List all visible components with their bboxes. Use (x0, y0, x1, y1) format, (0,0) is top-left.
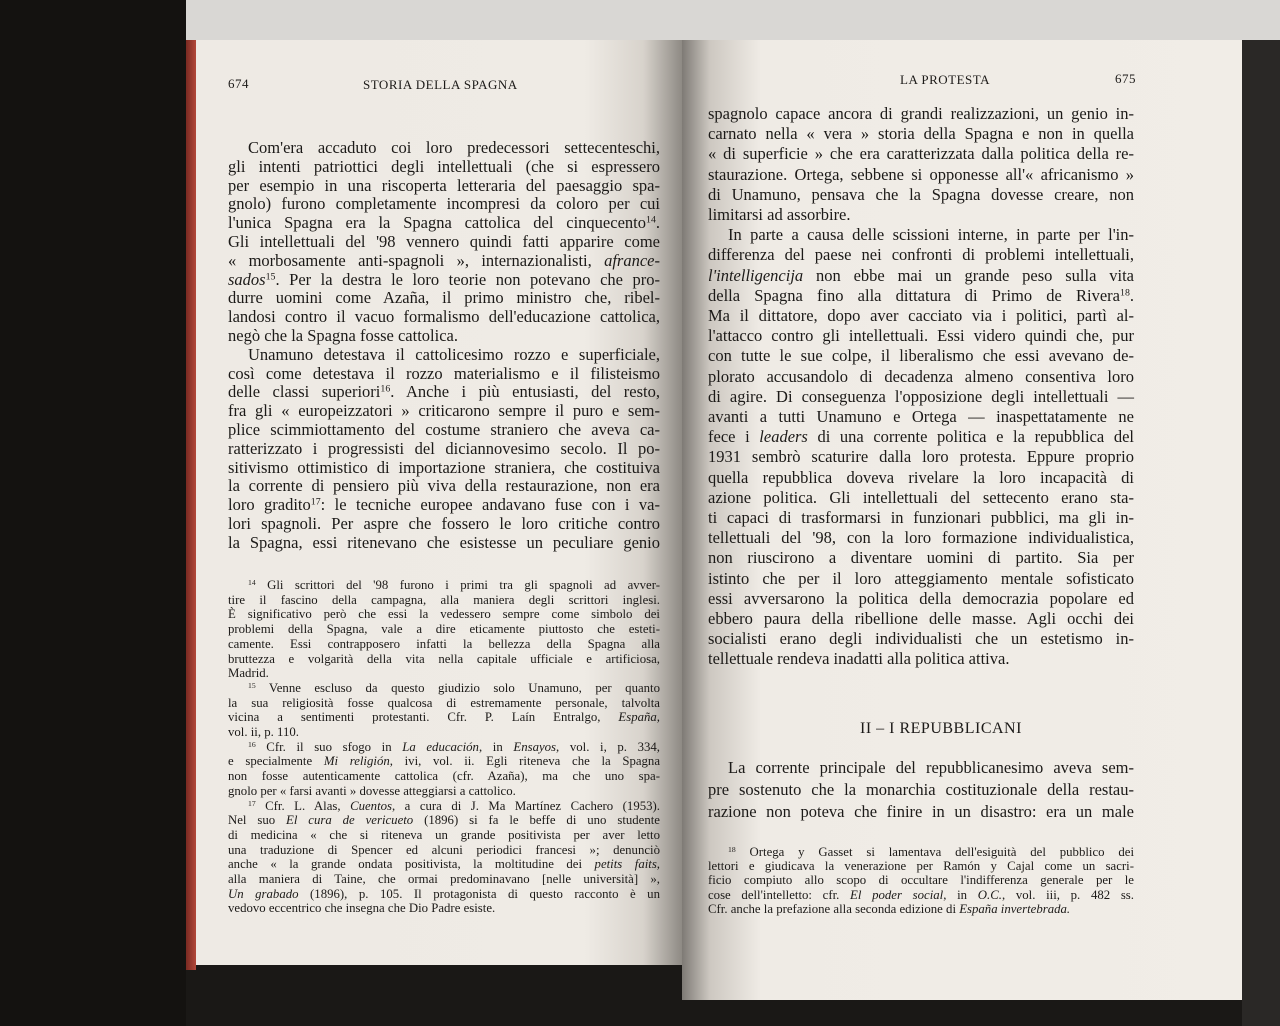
text-line (228, 476, 660, 496)
text-run: tellettuali del '98, con la loro formazione individualistica, (708, 528, 1134, 548)
text-run: (1896), p. 105. Il protagonista di questo racconto è un (298, 886, 660, 901)
italic-text: afrance- (604, 250, 660, 270)
text-run: vol. ii, p. 110. (228, 725, 299, 739)
text-run: gli intenti patriottici degli intellettuali (che si espressero (228, 156, 660, 176)
footnote-marker: 14 (646, 214, 656, 226)
text-line (708, 306, 1134, 326)
footnote-marker: 18 (728, 844, 736, 854)
text-run: Cfr. il suo sfogo in (255, 739, 403, 754)
italic-text: La educación (402, 739, 479, 754)
text-run: azione politica. Gli intellettuali del settecento erano sta- (708, 487, 1134, 507)
text-run: gnolo) furono completamente incompresi da coloro per cui (228, 194, 660, 214)
text-line (228, 326, 660, 346)
text-line (708, 508, 1134, 528)
text-line (708, 548, 1134, 568)
text-line (708, 245, 1134, 265)
text-run: In parte a causa delle scissioni interne, in parte per l'in- (728, 225, 1134, 245)
italic-text: sados (228, 269, 266, 289)
text-line (728, 758, 1134, 778)
text-line (248, 345, 660, 365)
text-run: tire il fascino della campagna, alla maniera degli scrittori inglesi. (228, 592, 660, 607)
text-run: di medicina « che si riteneva un grande positivista per aver letto (228, 827, 660, 842)
text-run: bruttezza e volgarità della vita nella capitale ufficiale e artificiosa, (228, 651, 660, 666)
text-run: Cfr. anche la prefazione alla seconda edizione di (708, 901, 960, 916)
text-line (228, 232, 660, 252)
text-run: essi avversarono la politica della democrazia popolare ed (708, 588, 1134, 608)
text-line (228, 251, 660, 271)
text-line (708, 468, 1134, 488)
text-line (228, 458, 660, 478)
footnote-line (228, 857, 660, 872)
text-line (708, 528, 1134, 548)
text-run: ebbero paura della ribellione delle masse. Agli occhi dei (708, 609, 1134, 628)
text-line (228, 213, 660, 233)
text-run: tellettuale rendeva inadatti alla politica attiva. (708, 649, 1010, 669)
text-run: di Unamuno, pensava che la Spagna dovesse creare, non (708, 184, 1134, 204)
text-line (248, 138, 660, 158)
text-run: Unamuno detestava il cattolicesimo rozzo e superficiale, (248, 344, 660, 364)
text-run: di una corrente politica e la repubblica del (807, 427, 1134, 447)
text-line (228, 270, 660, 290)
text-run: , ivi, vol. ii. Egli riteneva che la Spagna (389, 754, 661, 769)
footnote-line (248, 578, 660, 593)
text-run: : le tecniche europee andavano fuse con i va- (320, 495, 660, 515)
text-run: delle classi superiori (228, 382, 381, 402)
text-run: (1896) si fa le beffe di uno studente (413, 813, 660, 828)
text-run: Venne escluso da questo giudizio solo Unamuno, per quanto (255, 680, 660, 695)
text-line (708, 185, 1134, 205)
text-line (228, 533, 660, 553)
text-line (708, 649, 1134, 669)
text-run: pre sostenuto che la monarchia costituzionale della restau- (708, 780, 1134, 799)
footnote-line (228, 769, 660, 784)
text-run: la corrente di pensiero più viva della restaurazione, non era (228, 476, 660, 496)
text-run: così come detestava il rozzo materialismo e il filisteismo (228, 363, 660, 383)
italic-text: El cura de vericueto (286, 813, 414, 828)
footnote-line (708, 902, 1134, 917)
text-run: durre uomini come Azaña, il primo ministro che, ribel- (228, 288, 660, 308)
text-line (228, 382, 660, 402)
text-line (708, 569, 1134, 589)
text-line (708, 205, 1134, 225)
text-line (708, 144, 1134, 164)
running-head: LA PROTESTA (900, 72, 991, 87)
text-run: della Spagna fino alla dittatura di Primo de Rivera (708, 285, 1120, 305)
text-run: plice scimmiottamento del costume straniero che aveva ca- (228, 420, 660, 439)
right-page (682, 40, 1242, 1000)
text-run: Nel suo (228, 813, 287, 828)
text-run: , vol. i, p. 334, (556, 739, 661, 754)
text-run: non riuscirono a diventare uomini di partito. Sia per (708, 548, 1134, 568)
text-run: . (655, 213, 660, 233)
text-run: La corrente principale del repubblicanesimo aveva sem- (728, 758, 1134, 777)
text-run: Madrid. (228, 666, 269, 681)
scan-background-left (0, 0, 186, 1026)
page-number: 674 (228, 76, 249, 91)
running-head: STORIA DELLA SPAGNA (363, 77, 518, 92)
text-line (228, 420, 660, 440)
text-run: non ebbe mai un grande peso sulla vita (803, 265, 1134, 285)
text-line (708, 780, 1134, 800)
text-run: quella repubblica doveva rivelare la loro incapacità di (708, 467, 1134, 487)
footnote-line (228, 607, 660, 622)
text-run: lettori e giudicava la venerazione per Ramón y Cajal come un sacri- (708, 859, 1134, 874)
footnote-line (708, 859, 1134, 874)
text-run: spagnolo capace ancora di grandi realizzazioni, un genio in- (708, 104, 1134, 123)
text-line (228, 307, 660, 327)
text-run: razione non poteva che finire in un disastro: era un male (708, 802, 1134, 821)
text-run: vicina a sentimenti protestanti. Cfr. P. Laín Entralgo, (228, 710, 619, 725)
italic-text: España, (618, 710, 660, 725)
italic-text: Un grabado (228, 886, 299, 901)
text-run: . Per la destra le loro teorie non potevano che pro- (275, 269, 660, 289)
text-run: 1931 sembrò scaturire dalla loro protesta. Eppure proprio (708, 447, 1134, 467)
text-run: per esempio in una riscoperta letteraria del paesaggio spa- (228, 175, 660, 195)
text-run: negò che la Spagna fosse cattolica. (228, 326, 458, 345)
text-line (228, 194, 660, 214)
footnote-marker: 16 (380, 383, 391, 395)
italic-text: petits faits, (594, 857, 661, 872)
italic-text: Ensayos (513, 739, 557, 754)
footnote-line (248, 799, 660, 814)
text-line (708, 427, 1134, 447)
footnote-line (228, 696, 660, 711)
footnote-marker: 18 (1120, 287, 1130, 299)
text-run: con tutte le sue colpe, il liberalismo che essi avevano de- (708, 346, 1134, 366)
text-run: È significativo però che essi la vedessero sempre come simbolo dei (228, 607, 660, 622)
footnote-line (228, 887, 660, 902)
text-line (708, 629, 1134, 649)
text-run: fece i (708, 427, 760, 447)
footnote-line (228, 813, 660, 828)
text-line (708, 609, 1134, 629)
text-run: , in (478, 739, 514, 754)
text-line (708, 124, 1134, 144)
footnote-line (228, 710, 660, 725)
footnote-line (228, 828, 660, 843)
text-line (708, 286, 1134, 306)
text-line (228, 176, 660, 196)
footnote-line (228, 784, 660, 799)
text-line (708, 367, 1134, 387)
text-run: Gli scrittori del '98 furono i primi tra gli spagnoli ad avver- (255, 578, 660, 592)
text-run: la sua religiosità fosse qualcosa di estremamente personale, talvolta (228, 695, 660, 710)
scan-background-right (1242, 40, 1280, 1026)
text-run: Gli intellettuali del '98 vennero quindi fatti apparire come (228, 232, 660, 251)
text-run: , vol. iii, p. 482 ss. (1001, 887, 1134, 902)
footnote-line (728, 845, 1134, 860)
footnote-line (248, 681, 660, 696)
text-run: vedovo eccentrico che insegna che Dio Padre esiste. (228, 901, 496, 916)
text-run: limitarsi ad assorbire. (708, 205, 851, 224)
footnote-line (228, 725, 660, 740)
book-page-edge (186, 40, 196, 970)
text-run: gnolo per « farsi avanti » dovesse atteggiarsi a cattolico. (228, 783, 516, 798)
text-run: . (1129, 285, 1134, 305)
footnote-line (228, 593, 660, 608)
text-run: la Spagna, essi ritenevano che esistesse un peculiare genio (228, 532, 660, 552)
text-line (708, 802, 1134, 822)
text-run: problemi della Spagna, vale a dire eticamente piuttosto che esteti- (228, 622, 660, 637)
text-line (708, 326, 1134, 346)
text-run: plorato accusandolo di decadenza almeno consentiva loro (708, 366, 1134, 386)
text-run: ficio compiuto allo scopo di occultare l'indifferenza generale per le (708, 873, 1134, 888)
text-run: lori spagnoli. Per aspre che fossero le loro critiche contro (228, 514, 660, 533)
text-line (228, 401, 660, 421)
text-line (228, 439, 660, 459)
text-line (228, 157, 660, 177)
text-line (228, 514, 660, 534)
italic-text: El poder social (850, 887, 944, 902)
text-run: « morbosamente anti-spagnoli », internazionalisti, (228, 250, 605, 270)
text-run: non fosse autenticamente cattolica (cfr. Azaña), ma che uno spa- (228, 769, 660, 784)
text-run: l'unica Spagna era la Spagna cattolica del cinquecento (228, 213, 646, 233)
footnote-line (228, 843, 660, 858)
text-run: avanti a tutti Unamuno e Ortega — inaspettatamente ne (708, 407, 1134, 426)
footnote-marker: 17 (310, 496, 321, 508)
scan-background-top (0, 0, 1280, 40)
footnote-marker: 15 (248, 680, 256, 690)
text-run: anche « la grande ondata positivista, la moltitudine dei (228, 857, 595, 872)
text-run: ratterizzato i progressisti del diciannovesimo secolo. Il po- (228, 438, 660, 458)
text-line (708, 447, 1134, 467)
footnote-marker: 15 (265, 271, 276, 283)
text-run: ti capaci di trasformarsi in funzionari pubblici, ma gli in- (708, 508, 1134, 527)
text-line (708, 387, 1134, 407)
italic-text: Mi religión (323, 754, 390, 769)
footnote-line (708, 873, 1134, 888)
text-run: differenza del paese nei confronti di problemi intellettuali, (708, 245, 1134, 265)
text-run: , a cura di J. Ma Martínez Cachero (1953). (392, 798, 660, 813)
text-run: socialisti erano degli individualisti che un estetismo in- (708, 629, 1134, 649)
footnote-line (228, 666, 660, 681)
footnote-line (228, 872, 660, 887)
footnote-line (228, 622, 660, 637)
text-run: sitivismo ottimistico di importazione straniera, che costituiva (228, 457, 660, 477)
footnote-line (228, 637, 660, 652)
text-run: landosi contro il vacuo formalismo dell'educazione cattolica, (228, 307, 660, 327)
text-run: , in (943, 887, 978, 902)
text-line (708, 346, 1134, 366)
text-run: l'attacco contro gli intellettuali. Essi videro quindi che, pur (708, 326, 1134, 346)
italic-text: España invertebrada. (959, 901, 1071, 916)
text-run: Cfr. L. Alas, (255, 798, 351, 813)
text-line (708, 104, 1134, 124)
text-line (708, 266, 1134, 286)
italic-text: l'intelligencija (708, 265, 804, 285)
text-run: loro gradito (228, 495, 311, 515)
footnote-line (708, 888, 1134, 903)
text-run: . Anche i più entusiasti, del resto, (390, 382, 660, 402)
text-run: staurazione. Ortega, sebbene si opponesse all'« africanismo » (708, 164, 1134, 184)
left-page (196, 40, 682, 965)
text-line (708, 488, 1134, 508)
text-line (708, 589, 1134, 609)
text-run: fra gli « europeizzatori » criticarono sempre il puro e sem- (228, 401, 660, 421)
text-line (228, 495, 660, 515)
footnote-line (228, 754, 660, 769)
text-run: Com'era accaduto coi loro predecessori settecenteschi, (248, 138, 660, 157)
text-run: di agire. Di conseguenza l'opposizione degli intellettuali — (708, 386, 1134, 406)
italic-text: Cuentos (350, 798, 393, 813)
page-number: 675 (1115, 71, 1136, 86)
text-run: camente. Essi contrapposero infatti la bellezza della Spagna alla (228, 636, 660, 651)
text-run: cose dell'intelletto: cfr. (708, 887, 851, 902)
text-line (708, 165, 1134, 185)
italic-text: O.C. (977, 887, 1002, 902)
footnote-line (248, 740, 660, 755)
text-run: Ortega y Gasset si lamentava dell'esiguità del pubblico dei (735, 845, 1134, 859)
text-line (728, 225, 1134, 245)
text-run: istinto che per il loro atteggiamento mentale sofisticato (708, 568, 1134, 588)
text-run: e specialmente (228, 754, 324, 769)
footnote-marker: 16 (248, 739, 256, 749)
text-run: carnato nella « vera » storia della Spagna e non in quella (708, 124, 1134, 144)
text-line (228, 364, 660, 384)
footnote-marker: 14 (248, 577, 256, 587)
text-line (228, 288, 660, 308)
text-run: una traduzione di Spencer ed alcuni periodici francesi »; denunciò (228, 842, 660, 857)
text-line (708, 407, 1134, 427)
footnote-marker: 17 (248, 798, 256, 808)
footnote-line (228, 901, 660, 916)
text-run: Ma il dittatore, dopo aver cacciato via i politici, partì al- (708, 306, 1134, 325)
footnote-line (228, 652, 660, 667)
text-run: « di superficie » che era caratterizzata dalla politica della re- (708, 144, 1134, 164)
text-run: alla maniera di Taine, che ormai predominavano [nelle università] », (228, 872, 660, 886)
section-heading: II – I REPUBBLICANI (860, 720, 1022, 737)
italic-text: leaders (759, 427, 808, 447)
